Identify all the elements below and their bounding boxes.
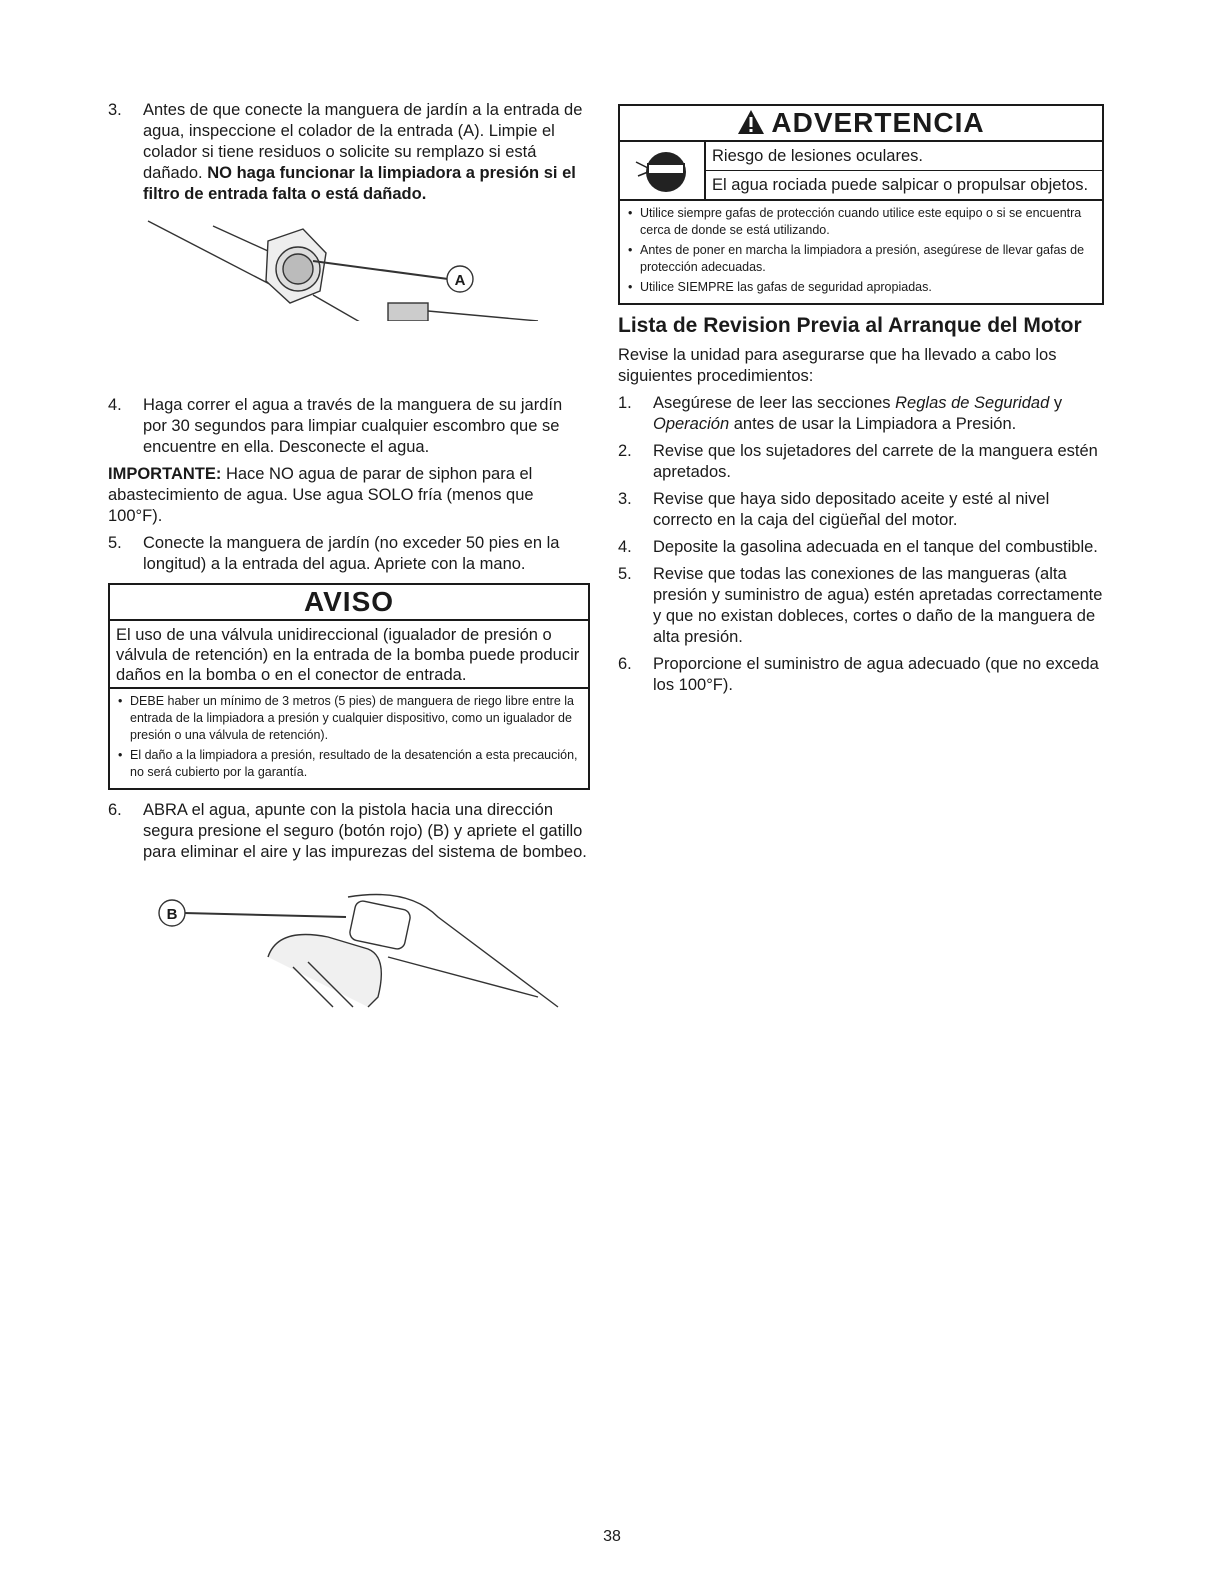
step-number: 1. (618, 394, 632, 412)
callout-b-label: B (166, 906, 178, 923)
step-number: 3. (618, 490, 632, 508)
step-text-pre: Asegúrese de leer las secciones (653, 394, 896, 412)
step-text: Revise que haya sido depositado aceite y esté al nivel correcto en la caja del cigüeñal del motor. (653, 490, 1050, 529)
inlet-strainer-illustration (108, 211, 590, 321)
step-number: 5. (618, 565, 632, 583)
step-text-em: Reglas de Seguridad (895, 394, 1050, 412)
step-3 (108, 100, 590, 205)
check-step-2 (618, 441, 1104, 483)
aviso-bullet: • El daño a la limpiadora a presión, resultado de la desatención a esta precaución, no será cubierto por la garantía. (116, 747, 582, 781)
step-text: Deposite la gasolina adecuada en el tanque del combustible. (653, 538, 1098, 556)
warning-bullet: • Antes de poner en marcha la limpiadora a presión, asegúrese de llevar gafas de protección adecuadas. (626, 242, 1096, 276)
aviso-bullets (110, 689, 588, 788)
warning-box (618, 104, 1104, 305)
aviso-box (108, 583, 590, 790)
step-number: 6. (108, 801, 122, 819)
left-column (108, 100, 590, 1017)
warning-bullet: • Utilice siempre gafas de protección cuando utilice este equipo o si se encuentra cerca de donde se está utilizando. (626, 205, 1096, 239)
step-number: 3. (108, 101, 122, 119)
step-number: 6. (618, 655, 632, 673)
step-text: ABRA el agua, apunte con la pistola hacia una dirección segura presione el seguro (botón rojo) (B) y apriete el gatillo para eliminar el aire y las impurezas del sistema de bombeo. (143, 801, 587, 861)
step-text-mid: y (1049, 394, 1063, 412)
step-warning-text: NO haga funcionar la limpiadora a presión si el filtro de entrada falta o está dañado. (143, 164, 576, 203)
important-note (108, 464, 590, 527)
check-step-6 (618, 654, 1104, 696)
step-number: 4. (618, 538, 632, 556)
aviso-body: El uso de una válvula unidireccional (igualador de presión o válvula de retención) en la entrada de la bomba puede producir daños en la bomba o en el conector de entrada. (110, 621, 588, 689)
warning-hazard-texts (706, 142, 1102, 199)
step-text: Revise que los sujetadores del carrete de la manguera estén apretados. (653, 442, 1098, 481)
step-text: Haga correr el agua a través de la manguera de su jardín por 30 segundos para limpiar cualquier escombro que se encuentre en ella. Desconecte el agua. (143, 396, 563, 456)
check-step-5 (618, 564, 1104, 648)
step-number: 5. (108, 534, 122, 552)
callout-a-label: A (454, 272, 466, 289)
spray-gun-illustration (108, 877, 590, 1017)
section-heading: Lista de Revision Previa al Arranque del Motor (618, 314, 1082, 337)
right-column (618, 104, 1104, 702)
aviso-bullet: • DEBE haber un mínimo de 3 metros (5 pies) de manguera de riego libre entre la entrada de la limpiadora a presión y cualquier dispositivo, como un igualador de presión o una válvula de retención). (116, 693, 582, 744)
eye-protection-icon-cell (620, 142, 706, 199)
step-number: 4. (108, 396, 122, 414)
step-6 (108, 800, 590, 863)
warning-hazard-line: El agua rociada puede salpicar o propulsar objetos. (706, 170, 1102, 199)
step-number: 2. (618, 442, 632, 460)
warning-title: ADVERTENCIA (771, 107, 985, 138)
eye-protection-icon (634, 146, 690, 196)
page-number: 38 (603, 1528, 621, 1545)
step-text-post: antes de usar la Limpiadora a Presión. (729, 415, 1017, 433)
warning-hazard-line: Riesgo de lesiones oculares. (712, 147, 923, 165)
step-text: Conecte la manguera de jardín (no exceder 50 pies en la longitud) a la entrada del agua. Apriete con la mano. (143, 534, 560, 573)
warning-hazard-row (620, 142, 1102, 201)
step-text: Proporcione el suministro de agua adecuado (que no exceda los 100°F). (653, 655, 1099, 694)
step-5 (108, 533, 590, 575)
important-label: IMPORTANTE: (108, 465, 222, 483)
step-text: Antes de que conecte la manguera de jardín a la entrada de agua, inspeccione el colador de la entrada (A). Limpie el colador si tiene residuos o solicite su remplazo si está dañado. (143, 101, 583, 182)
step-4 (108, 395, 590, 458)
warning-header (620, 106, 1102, 142)
check-step-3 (618, 489, 1104, 531)
aviso-title: AVISO (110, 585, 588, 621)
warning-triangle-icon (737, 109, 765, 135)
check-step-4 (618, 537, 1104, 558)
step-text-em: Operación (653, 415, 730, 433)
warning-bullet: • Utilice SIEMPRE las gafas de seguridad apropiadas. (626, 279, 1096, 296)
section-intro: Revise la unidad para asegurarse que ha llevado a cabo los siguientes procedimientos: (618, 346, 1057, 385)
check-step-1 (618, 393, 1104, 435)
important-text: Hace NO agua de parar de siphon para el abastecimiento de agua. Use agua SOLO fría (menos que 100°F). (108, 465, 534, 525)
step-text: Revise que todas las conexiones de las mangueras (alta presión y suministro de agua) estén apretadas correctamente y que no existan dobleces, cortes o daño de la manguera de alta presión. (653, 565, 1103, 646)
warning-bullets (620, 201, 1102, 303)
